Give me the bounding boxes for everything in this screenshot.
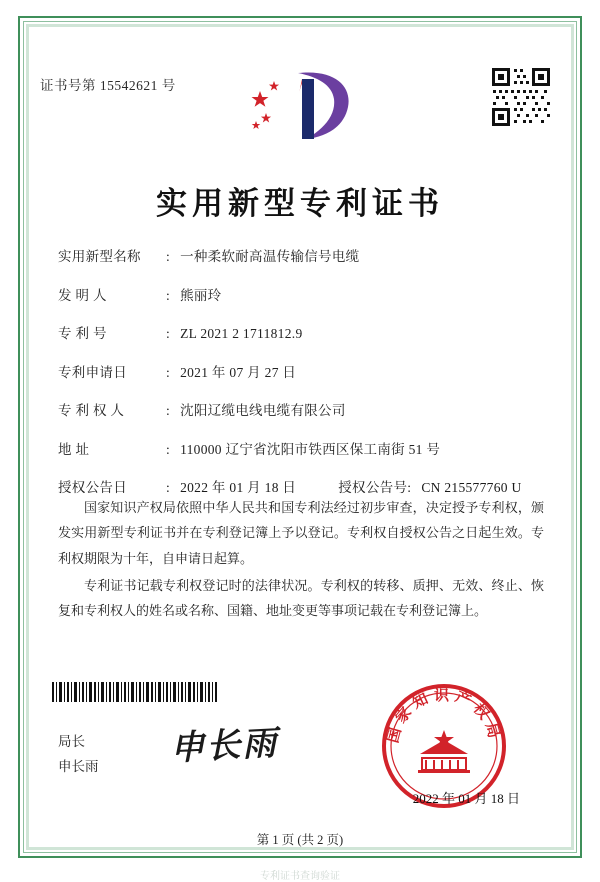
page-title: 实用新型专利证书 [156,186,444,221]
director-name: 申长雨 [58,758,99,774]
body-paragraphs [58,495,544,626]
field-row [58,284,550,304]
field-label: 实用新型名称 [58,249,141,264]
field-value: 一种柔软耐高温传输信号电缆 [180,249,360,264]
field-row [58,438,550,458]
field-value: 2022 年 01 月 18 日 [180,480,297,495]
field-separator: : [166,249,171,264]
field-label: 专 利 权 人 [58,403,125,418]
handwritten-signature: 申长雨 [169,725,280,768]
field-row [58,245,550,265]
director-role-label: 局长 [58,734,85,749]
field-separator: : [166,480,171,495]
field-label: 地 址 [58,441,90,457]
field-separator: : [166,403,171,418]
field-label: 授权公告号 [338,480,408,495]
field-label: 发 明 人 [58,287,107,303]
signature-block [58,730,99,780]
certificate-number: 证书号第 15542621 号 [40,78,176,93]
field-row-authorization [58,476,550,496]
field-row [58,399,550,419]
field-value: ZL 2021 2 1711812.9 [180,326,303,341]
barcode [52,682,217,702]
footer-note: 专利证书查询验证 [260,871,340,882]
authorization-date-group [58,476,296,496]
field-row [58,322,550,342]
seal-date: 2022 年 01 月 18 日 [412,791,520,806]
field-row [58,361,550,381]
field-label: 专 利 号 [58,326,107,341]
field-value: 熊丽玲 [180,287,222,303]
field-value: 2021 年 07 月 27 日 [180,364,297,380]
field-separator: : [407,480,412,495]
field-value: 沈阳辽缆电线电缆有限公司 [180,403,346,418]
authorization-number-group [338,476,521,496]
fields-list [58,245,550,515]
cnipa-logo-icon [240,65,370,150]
field-separator: : [166,441,171,457]
qr-code [490,66,552,128]
paragraph: 专利证书记载专利权登记时的法律状况。专利权的转移、质押、无效、终止、恢复和专利权人的姓名或名称、国籍、地址变更等事项记载在专利登记簿上。 [58,578,544,619]
page-indicator: 第 1 页 (共 2 页) [256,833,344,847]
field-separator: : [166,326,171,341]
certificate-content [40,40,560,847]
svg-text:国家知识产权局: 国家知识产权局 [385,688,503,745]
field-label: 专利申请日 [58,364,127,380]
field-separator: : [166,287,171,303]
field-label: 授权公告日 [58,480,127,495]
field-value: 110000 辽宁省沈阳市铁西区保工南街 51 号 [180,441,441,457]
field-value: CN 215577760 U [421,480,522,495]
field-separator: : [166,364,171,380]
paragraph: 国家知识产权局依照中华人民共和国专利法经过初步审查，决定授予专利权，颁发实用新型专利证书并在专利登记簿上予以登记。专利权自授权公告之日起生效。专利权期限为十年，自申请日起算。 [58,500,544,566]
